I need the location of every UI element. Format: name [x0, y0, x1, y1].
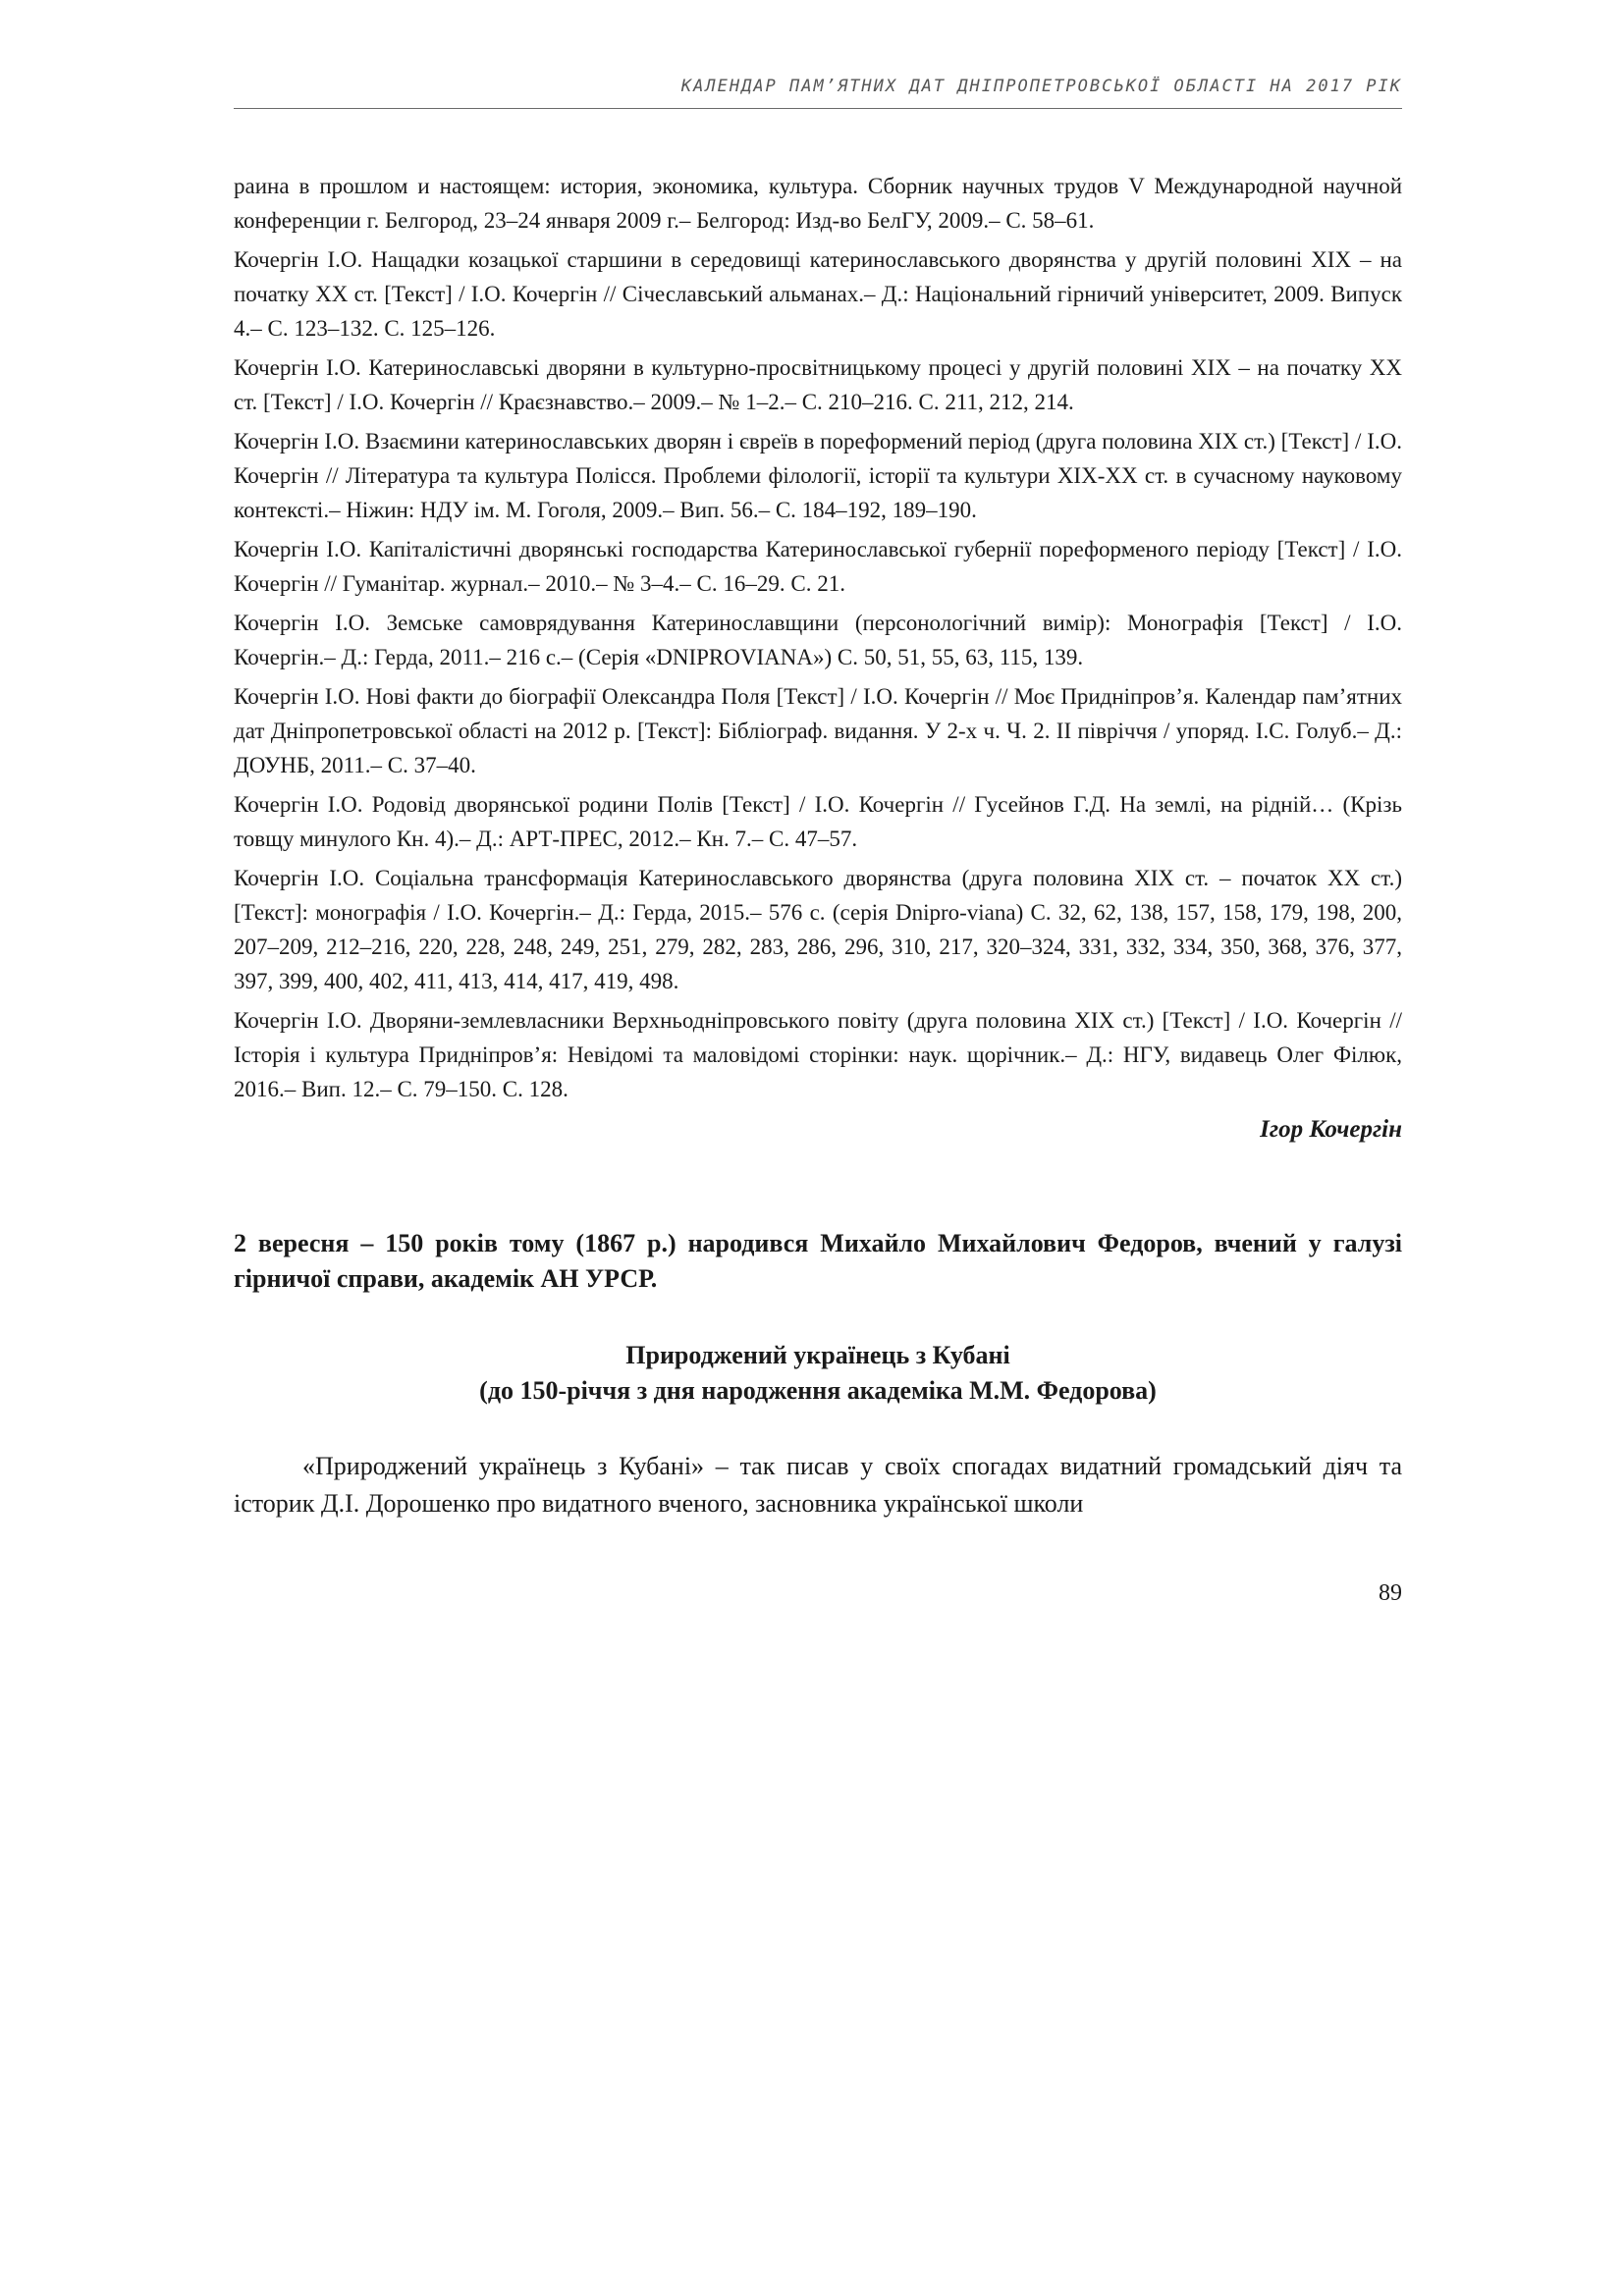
page-number: 89 — [1379, 1580, 1402, 1606]
bibliography-entry: Кочергін І.О. Соціальна трансформація Катеринославського дворянства (друга половина ХІХ ст. – початок ХХ ст.) [Текст]: монографія / І.О. Кочергін.– Д.: Герда, 2015.– 576 с. (серія Dnipro-viana) С. 32, 62, 138, 157, 158, 179, 198, 200, 207–209, 212–216, 220, 228, 248, 249, 251, 279, 282, 283, 286, 296, 310, 217, 320–324, 331, 332, 334, 350, 368, 376, 377, 397, 399, 400, 402, 411, 413, 414, 417, 419, 498. — [234, 866, 1402, 993]
bibliography-entry: Кочергін І.О. Катеринославські дворяни в культурно-просвітницькому процесі у другій половині ХІХ – на початку ХХ ст. [Текст] / І.О. Кочергін // Краєзнавство.– 2009.– № 1–2.– С. 210–216. С. 211, 212, 214. — [234, 355, 1402, 414]
article-title — [234, 1338, 1402, 1409]
bibliography-entry: Кочергін І.О. Родовід дворянської родини Полів [Текст] / І.О. Кочергін // Гусейнов Г.Д. На землі, на рідній… (Крізь товщу минулого Кн. 4).– Д.: АРТ-ПРЕС, 2012.– Кн. 7.– С. 47–57. — [234, 792, 1402, 851]
article-title-line-1: Природжений українець з Кубані — [625, 1341, 1010, 1369]
article-title-line-2: (до 150-річчя з дня народження академіка М.М. Федорова) — [479, 1376, 1157, 1405]
header-rule — [234, 108, 1402, 109]
author-signature: Ігор Кочергін — [1260, 1116, 1402, 1143]
date-heading: 2 вересня – 150 років тому (1867 р.) народився Михайло Михайлович Федоров, вчений у галузі гірничої справи, академік АН УРСР. — [234, 1229, 1402, 1293]
running-header: КАЛЕНДАР ПАМ’ЯТНИХ ДАТ ДНІПРОПЕТРОВСЬКОЇ ОБЛАСТІ НА 2017 РІК — [680, 77, 1402, 96]
article-paragraph: «Природжений українець з Кубані» – так писав у своїх спогадах видатний громадський діяч та історик Д.І. Дорошенко про видатного вченого, засновника української школи — [234, 1452, 1402, 1518]
bibliography-entry: Кочергін І.О. Нові факти до біографії Олександра Поля [Текст] / І.О. Кочергін // Моє Придніпров’я. Календар пам’ятних дат Дніпропетровської області на 2012 р. [Текст]: Бібліограф. видання. У 2-х ч. Ч. 2. ІІ півріччя / упоряд. І.С. Голуб.– Д.: ДОУНБ, 2011.– С. 37–40. — [234, 684, 1402, 777]
bibliography-entry: раина в прошлом и настоящем: история, экономика, культура. Сборник научных трудов V Международной научной конференции г. Белгород, 23–24 января 2009 г.– Белгород: Изд-во БелГУ, 2009.– С. 58–61. — [234, 174, 1402, 233]
bibliography-entry: Кочергін І.О. Земське самоврядування Катеринославщини (персонологічний вимір): Монографія [Текст] / І.О. Кочергін.– Д.: Герда, 2011.– 216 с.– (Серія «DNIPROVIANA») С. 50, 51, 55, 63, 115, 139. — [234, 611, 1402, 669]
bibliography-entry: Кочергін І.О. Нащадки козацької старшини в середовищі катеринославського дворянства у другій половині ХІХ – на початку ХХ ст. [Текст] / І.О. Кочергін // Січеславський альманах.– Д.: Національний гірничий університет, 2009. Випуск 4.– С. 123–132. С. 125–126. — [234, 247, 1402, 341]
bibliography-entry: Кочергін І.О. Взаємини катеринославських дворян і євреїв в пореформений період (друга половина ХІХ ст.) [Текст] / І.О. Кочергін // Література та культура Полісся. Проблеми філології, історії та культури ХІХ-ХХ ст. в сучасному науковому контексті.– Ніжин: НДУ ім. М. Гоголя, 2009.– Вип. 56.– С. 184–192, 189–190. — [234, 429, 1402, 522]
page-content — [234, 169, 1402, 1522]
bibliography-entry: Кочергін І.О. Капіталістичні дворянські господарства Катеринославської губернії пореформеного періоду [Текст] / І.О. Кочергін // Гуманітар. журнал.– 2010.– № 3–4.– С. 16–29. С. 21. — [234, 537, 1402, 596]
bibliography-entry: Кочергін І.О. Дворяни-землевласники Верхньодніпровського повіту (друга половина ХІХ ст.) [Текст] / І.О. Кочергін // Історія і культура Придніпров’я: Невідомі та маловідомі сторінки: наук. щорічник.– Д.: НГУ, видавець Олег Філюк, 2016.– Вип. 12.– С. 79–150. С. 128. — [234, 1008, 1402, 1101]
bibliography-list — [234, 169, 1402, 1106]
